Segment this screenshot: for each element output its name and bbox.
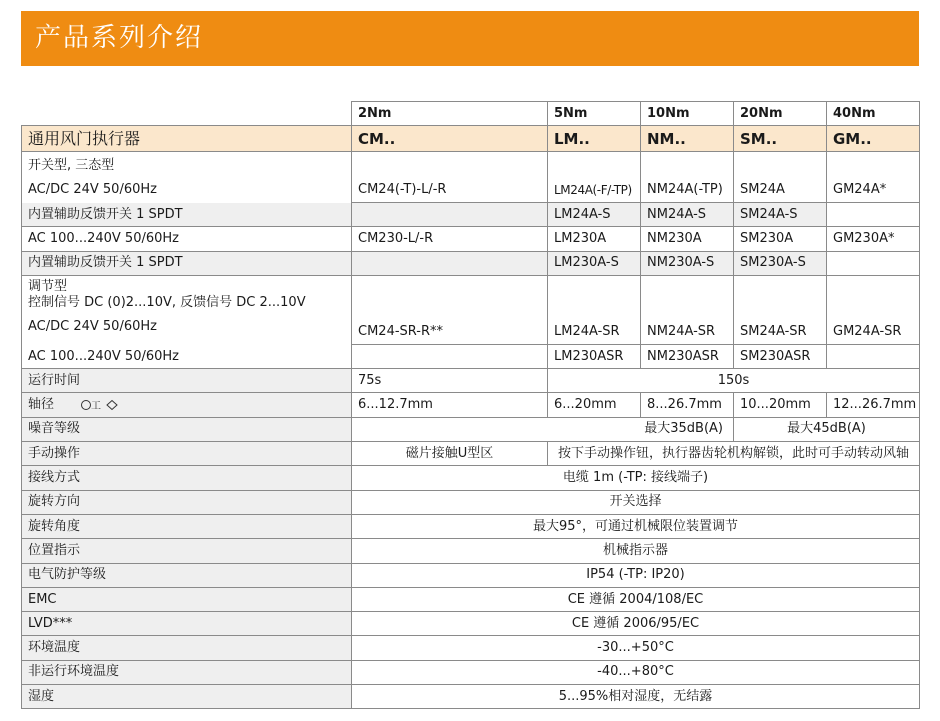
table-cell: SM24A-SR [734,275,827,344]
manual-label: 手动操作 [22,442,352,466]
table-cell [352,251,548,275]
table-cell: CM24(-T)-L/-R [352,152,548,203]
table-row [22,203,920,227]
position-label: 位置指示 [22,539,352,563]
product-series-table [21,101,920,709]
table-cell: LM230A-S [548,251,641,275]
modulating-voltage-230v: AC 100...240V 50/60Hz [22,344,352,368]
table-row [22,490,920,514]
family-label: 通用风门执行器 [22,126,352,152]
connection-value: 电缆 1m (-TP: 接线端子) [352,466,920,490]
table-row [22,587,920,611]
torque-header-row [22,102,920,126]
runtime-cm: 75s [352,369,548,393]
family-code-cm: CM.. [352,126,548,152]
table-row [22,514,920,538]
ambient-temp-label: 环境温度 [22,636,352,660]
protection-label: 电气防护等级 [22,563,352,587]
noise-level-a: 最大35dB(A) [352,417,734,441]
table-row [22,227,920,251]
table-row [22,251,920,275]
connection-label: 接线方式 [22,466,352,490]
angle-value: 最大95°，可通过机械限位装置调节 [352,514,920,538]
table-cell: CM24-SR-R** [352,275,548,344]
modulating-row1-label [22,275,352,344]
table-row [22,539,920,563]
table-cell: SM230A-S [734,251,827,275]
table-row [22,344,920,368]
direction-label: 旋转方向 [22,490,352,514]
family-code-lm: LM.. [548,126,641,152]
table-cell: 10...20mm [734,393,827,417]
table-cell: NM24A-S [641,203,734,227]
table-row [22,612,920,636]
torque-20nm: 20Nm [734,102,827,126]
table-cell: 6...20mm [548,393,641,417]
onoff-aux-switch-label: 内置辅助反馈开关 1 SPDT [22,203,352,227]
table-row [22,685,920,709]
noise-level-b: 最大45dB(A) [734,417,920,441]
torque-2nm: 2Nm [352,102,548,126]
family-code-nm: NM.. [641,126,734,152]
table-row [22,275,920,344]
noise-label: 噪音等级 [22,417,352,441]
table-cell: NM24A(-TP) [641,152,734,203]
table-cell: 12...26.7mm [827,393,920,417]
ambient-temp-value: -30...+50°C [352,636,920,660]
table-cell [827,344,920,368]
runtime-others: 150s [548,369,920,393]
table-cell [352,344,548,368]
onoff-aux-switch-label-230: 内置辅助反馈开关 1 SPDT [22,251,352,275]
table-cell: SM230A [734,227,827,251]
table-cell: NM24A-SR [641,275,734,344]
onoff-voltage-230v: AC 100...240V 50/60Hz [22,227,352,251]
table-cell: 8...26.7mm [641,393,734,417]
torque-5nm: 5Nm [548,102,641,126]
storage-temp-label: 非运行环境温度 [22,660,352,684]
shaft-profile-icon [80,399,118,411]
shaft-label-cell [22,393,352,417]
storage-temp-value: -40...+80°C [352,660,920,684]
emc-value: CE 遵循 2004/108/EC [352,587,920,611]
table-cell [352,203,548,227]
lvd-label: LVD*** [22,612,352,636]
table-cell: NM230ASR [641,344,734,368]
table-cell: GM24A-SR [827,275,920,344]
modulating-signal-text: 控制信号 DC (0)2...10V, 反馈信号 DC 2...10V [28,294,306,310]
table-cell: 6...12.7mm [352,393,548,417]
angle-label: 旋转角度 [22,514,352,538]
onoff-voltage-24v: AC/DC 24V 50/60Hz [28,182,157,197]
family-code-sm: SM.. [734,126,827,152]
modulating-voltage-24v: AC/DC 24V 50/60Hz [28,318,157,334]
table-row [22,369,920,393]
table-cell [827,203,920,227]
table-row [22,636,920,660]
table-row [22,563,920,587]
table-row [22,660,920,684]
table-row [22,442,920,466]
emc-label: EMC [22,587,352,611]
table-cell: LM230ASR [548,344,641,368]
table-cell: SM230ASR [734,344,827,368]
family-row [22,126,920,152]
table-cell: LM24A-SR [548,275,641,344]
position-value: 机械指示器 [352,539,920,563]
torque-40nm: 40Nm [827,102,920,126]
lvd-value: CE 遵循 2006/95/EC [352,612,920,636]
onoff-row1-label [22,152,352,203]
header-blank-cell [22,102,352,126]
table-cell [827,251,920,275]
table-cell: GM230A* [827,227,920,251]
torque-10nm: 10Nm [641,102,734,126]
table-cell: CM230-L/-R [352,227,548,251]
humidity-value: 5...95%相对湿度，无结露 [352,685,920,709]
table-cell: GM24A* [827,152,920,203]
table-cell: LM230A [548,227,641,251]
svg-text:工: 工 [91,400,102,411]
page-header-banner [21,11,919,66]
table-row [22,466,920,490]
table-row [22,393,920,417]
table-cell: SM24A-S [734,203,827,227]
modulating-section-title: 调节型 [28,278,68,294]
manual-cm: 磁片接触U型区 [352,442,548,466]
table-cell: LM24A-S [548,203,641,227]
protection-value: IP54 (-TP: IP20) [352,563,920,587]
table-cell: SM24A [734,152,827,203]
table-cell: NM230A [641,227,734,251]
table-cell: LM24A(-F/-TP) [548,152,641,203]
table-row [22,417,920,441]
runtime-label: 运行时间 [22,369,352,393]
table-row [22,152,920,203]
humidity-label: 湿度 [22,685,352,709]
table-cell: NM230A-S [641,251,734,275]
direction-value: 开关选择 [352,490,920,514]
shaft-label: 轴径 [28,397,55,413]
family-code-gm: GM.. [827,126,920,152]
page-title: 产品系列介绍 [35,23,204,53]
onoff-section-title: 开关型, 三态型 [28,158,115,173]
manual-others: 按下手动操作钮，执行器齿轮机构解锁，此时可手动转动风轴 [548,442,920,466]
